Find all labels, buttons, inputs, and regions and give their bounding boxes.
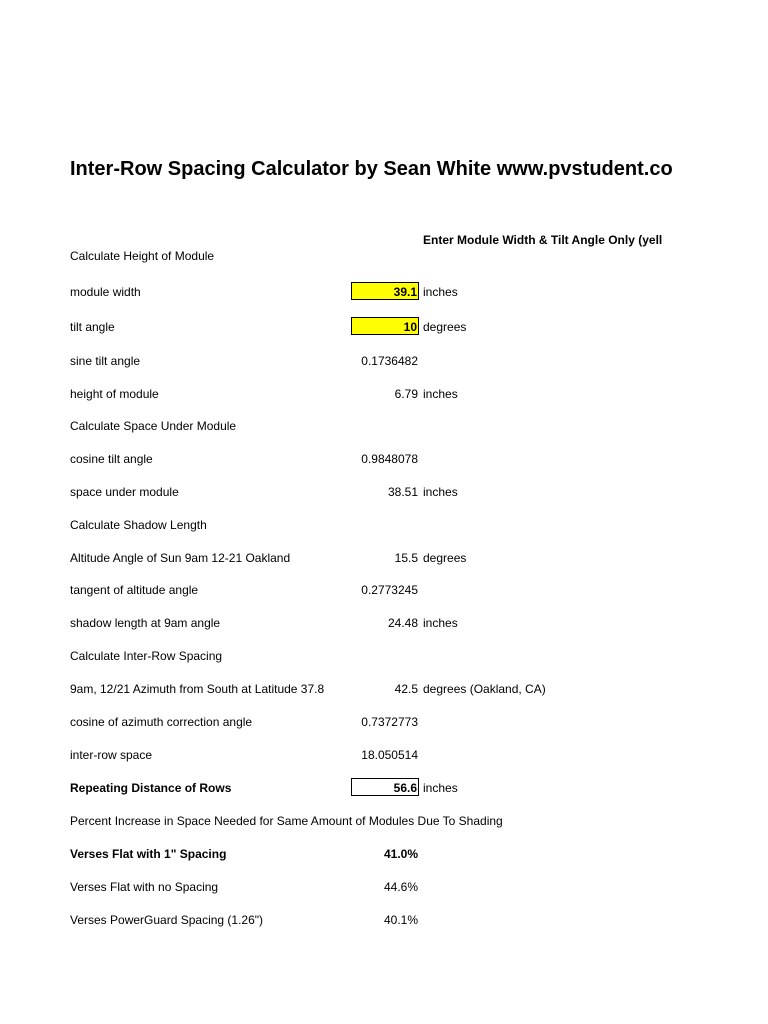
section-shadow-length (0, 515, 768, 535)
row-value: 42.5 (394, 682, 418, 696)
section-inter-row-spacing (0, 646, 768, 666)
row-label: 9am, 12/21 Azimuth from South at Latitude 37.8 (70, 682, 325, 696)
row-label: Calculate Height of Module (70, 249, 215, 263)
row-altitude-angle (0, 548, 768, 568)
row-repeating-distance (0, 778, 768, 798)
row-inter-row-space (0, 745, 768, 765)
row-value: 24.48 (387, 616, 418, 630)
module-width-input[interactable]: 39.1 (351, 282, 419, 300)
section-space-under-module (0, 416, 768, 436)
row-value: 41.0% (383, 847, 418, 861)
row-unit: inches (423, 781, 458, 795)
row-label: cosine of azimuth correction angle (70, 715, 253, 729)
row-verses-flat-no-spacing (0, 877, 768, 897)
row-shadow-length (0, 613, 768, 633)
row-verses-flat-1in (0, 844, 768, 864)
row-value: 0.9848078 (361, 452, 418, 466)
row-cosine-azimuth (0, 712, 768, 732)
row-space-under-module (0, 482, 768, 502)
row-label: shadow length at 9am angle (70, 616, 221, 630)
row-label: height of module (70, 387, 159, 401)
row-unit: inches (423, 285, 458, 299)
tilt-angle-input[interactable]: 10 (351, 317, 419, 335)
row-tangent-altitude (0, 580, 768, 600)
row-value: 0.1736482 (361, 354, 418, 368)
row-label: inter-row space (70, 748, 153, 762)
row-value: 18.050514 (361, 748, 418, 762)
row-label: Verses Flat with no Spacing (70, 880, 219, 894)
section-height-of-module (0, 246, 768, 266)
row-label: Verses Flat with 1" Spacing (70, 847, 227, 861)
section-percent-increase (0, 811, 768, 831)
instruction-note: Enter Module Width & Tilt Angle Only (yell (423, 233, 663, 247)
row-label: Altitude Angle of Sun 9am 12-21 Oakland (70, 551, 291, 565)
row-label: space under module (70, 485, 179, 499)
row-value: 38.51 (387, 485, 418, 499)
page-title: Inter-Row Spacing Calculator by Sean White www.pvstudent.co (70, 158, 673, 180)
row-value: 44.6% (383, 880, 418, 894)
row-label: Calculate Space Under Module (70, 419, 237, 433)
row-value: 0.7372773 (361, 715, 418, 729)
repeating-distance-result: 56.6 (351, 778, 419, 796)
row-label: tangent of altitude angle (70, 583, 199, 597)
row-label: Calculate Inter-Row Spacing (70, 649, 223, 663)
row-tilt-angle (0, 317, 768, 337)
row-sine-tilt-angle (0, 351, 768, 371)
row-unit: degrees (423, 551, 467, 565)
row-label: Repeating Distance of Rows (70, 781, 232, 795)
row-verses-powerguard (0, 910, 768, 930)
row-module-width (0, 282, 768, 302)
row-unit: inches (423, 616, 458, 630)
row-unit: degrees (423, 320, 467, 334)
row-value: 40.1% (383, 913, 418, 927)
row-label: Percent Increase in Space Needed for Same Amount of Modules Due To Shading (70, 814, 503, 828)
row-label: Verses PowerGuard Spacing (1.26") (70, 913, 264, 927)
row-unit: inches (423, 485, 458, 499)
row-label: sine tilt angle (70, 354, 141, 368)
row-label: module width (70, 285, 141, 299)
row-height-of-module (0, 384, 768, 404)
row-cosine-tilt-angle (0, 449, 768, 469)
row-azimuth (0, 679, 768, 699)
row-value: 0.2773245 (361, 583, 418, 597)
row-label: cosine tilt angle (70, 452, 153, 466)
row-label: Calculate Shadow Length (70, 518, 207, 532)
row-value: 6.79 (394, 387, 418, 401)
row-unit: inches (423, 387, 458, 401)
row-value: 15.5 (394, 551, 418, 565)
row-unit: degrees (Oakland, CA) (423, 682, 546, 696)
row-label: tilt angle (70, 320, 115, 334)
